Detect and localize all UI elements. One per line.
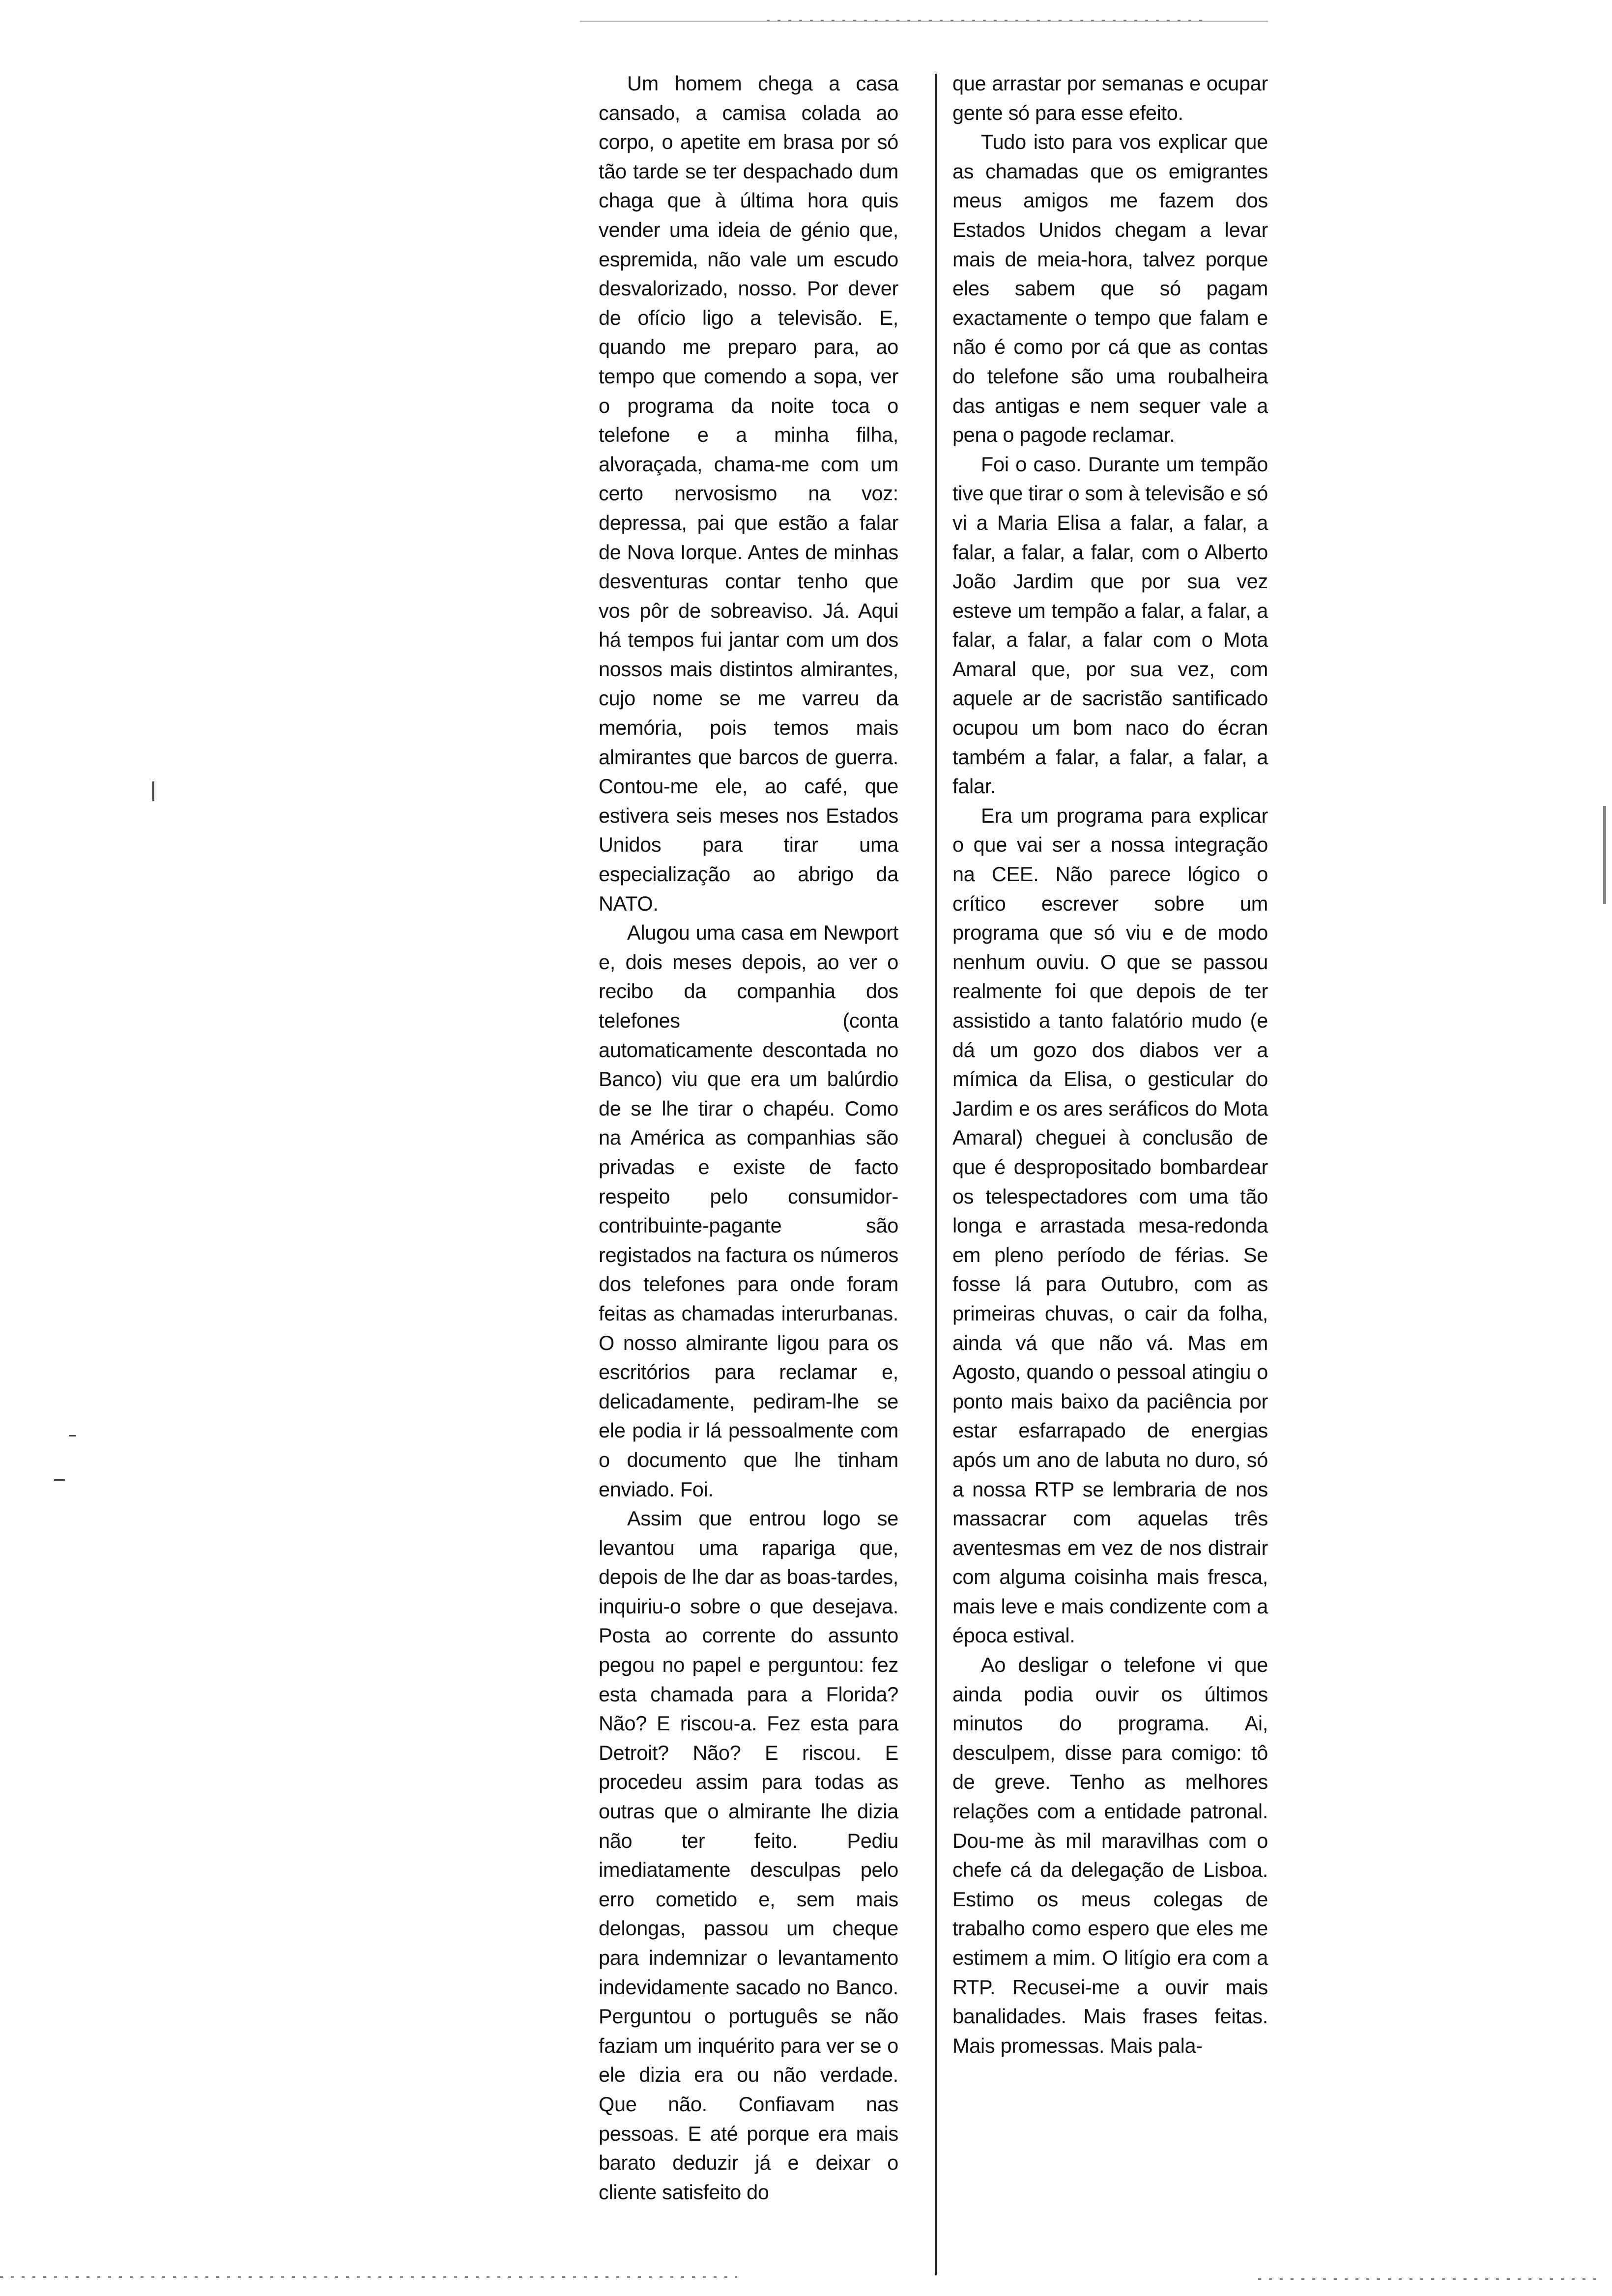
article-paragraph: Foi o caso. Durante um tempão tive que tirar o som à televisão e só vi a Maria Elisa a falar, a falar, a falar, a falar, a falar, com o Alberto João Jardim que por sua vez esteve um tempão a falar, a falar, a falar, a falar, a falar com o Mota Amaral que, por sua vez, com aquele ar de sacristão santificado ocupou um bom naco do écran também a falar, a falar, a falar, a falar. <box>952 452 1268 798</box>
scan-mark <box>152 781 154 801</box>
column-divider <box>935 74 937 2275</box>
bottom-scan-noise-right <box>1258 2278 1602 2280</box>
article-paragraph: que arrastar por semanas e ocupar gente só para esse efeito. <box>952 72 1268 124</box>
top-scan-noise <box>767 20 1209 21</box>
article-paragraph: Alugou uma casa em Newport e, dois meses depois, ao ver o recibo da companhia dos telefones (conta automaticamente descontada no Banco) viu que era um balúrdio de se lhe tirar o chapéu. Como na América as companhias são privadas e existe de facto respeito pelo consumidor-contribuinte-pagante são registados na factura os números dos telefones para onde foram feitas as chamadas interurbanas. O nosso almirante ligou para os escritórios para reclamar e, delicadamente, pediram-lhe se ele podia ir lá pessoalmente com o documento que lhe tinham enviado. Foi. <box>599 921 898 1501</box>
article-paragraph: Ao desligar o telefone vi que ainda podia ouvir os últimos minutos do programa. Ai, desculpem, disse para comigo: tô de greve. Tenho as melhores relações com a entidade patronal. Dou-me às mil maravilhas com o chefe cá da delegação de Lisboa. Estimo os meus colegas de trabalho como espero que eles me estimem a mim. O litígio era com a RTP. Recusei-me a ouvir mais banalidades. Mais frases feitas. Mais promessas. Mais pala- <box>952 1653 1268 2057</box>
article-paragraph: Assim que entrou logo se levantou uma rapariga que, depois de lhe dar as boas-tardes, inquiriu-o sobre o que desejava. Posta ao corrente do assunto pegou no papel e perguntou: fez esta chamada para a Florida? Não? E riscou-a. Fez esta para Detroit? Não? E riscou. E procedeu assim para todas as outras que o almirante lhe dizia não ter feito. Pediu imediatamente desculpas pelo erro cometido e, sem mais delongas, passou um cheque para indemnizar o levantamento indevidamente sacado no Banco. Perguntou o português se não faziam um inquérito para ver se o ele dizia era ou não verdade. Que não. Confiavam nas pessoas. E até porque era mais barato deduzir já e deixar o cliente satisfeito do <box>599 1507 898 2204</box>
bottom-scan-noise-left <box>0 2276 737 2278</box>
article-column-left <box>599 69 898 2207</box>
scan-mark <box>54 1479 65 1481</box>
article-paragraph: Um homem chega a casa cansado, a camisa colada ao corpo, o apetite em brasa por só tão tarde se ter despachado dum chaga que à última hora quis vender uma ideia de génio que, espremida, não vale um escudo desvalorizado, nosso. Por dever de ofício ligo a televisão. E, quando me preparo para, ao tempo que comendo a sopa, ver o programa da noite toca o telefone e a minha filha, alvoraçada, chama-me com um certo nervosismo na voz: depressa, pai que estão a falar de Nova Iorque. Antes de minhas desventuras contar tenho que vos pôr de sobreaviso. Já. Aqui há tempos fui jantar com um dos nossos mais distintos almirantes, cujo nome se me varreu da memória, pois temos mais almirantes que barcos de guerra. Contou-me ele, ao café, que estivera seis meses nos Estados Unidos para tirar uma especialização ao abrigo da NATO. <box>599 72 898 915</box>
scan-mark <box>69 1435 76 1436</box>
article-column-right <box>952 69 1268 2060</box>
article-paragraph: Tudo isto para vos explicar que as chamadas que os emigrantes meus amigos me fazem dos Estados Unidos chegam a levar mais de meia-hora, talvez porque eles sabem que só pagam exactamente o tempo que falam e não é como por cá que as contas do telefone são uma roubalheira das antigas e nem sequer vale a pena o pagode reclamar. <box>952 130 1268 447</box>
scan-mark-right <box>1603 806 1606 904</box>
article-paragraph: Era um programa para explicar o que vai ser a nossa integração na CEE. Não parece lógico o crítico escrever sobre um programa que só viu e de modo nenhum ouviu. O que se passou realmente foi que depois de ter assistido a tanto falatório mudo (e dá um gozo dos diabos ver a mímica da Elisa, o gesticular do Jardim e os ares seráficos do Mota Amaral) cheguei à conclusão de que é despropositado bombardear os telespectadores com uma tão longa e arrastada mesa-redonda em pleno período de férias. Se fosse lá para Outubro, com as primeiras chuvas, o cair da folha, ainda vá que não vá. Mas em Agosto, quando o pessoal atingiu o ponto mais baixo da paciência por estar esfarrapado de energias após um ano de labuta no duro, só a nossa RTP se lembraria de nos massacrar com aquelas três aventesmas em vez de nos distrair com alguma coisinha mais fresca, mais leve e mais condizente com a época estival. <box>952 804 1268 1647</box>
